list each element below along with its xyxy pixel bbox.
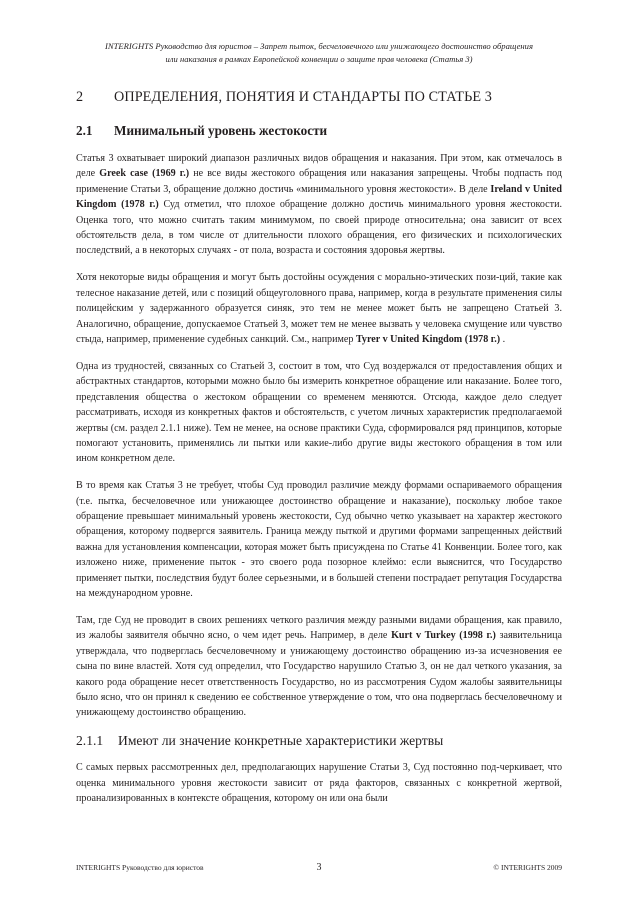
p2-text-c: . <box>500 333 506 345</box>
subsection-number: 2.1 <box>76 123 93 138</box>
paragraph-4: В то время как Статья 3 не требует, чтобы Суд проводил различие между формами оспариваемого обращения (т.е. пытка, бесчеловечное или унижающее достоинство обращение и наказание), поскольку любое такое обращение превышает минимальный уровень жестокости, Суд обычно четко указывает на характер жестокого обращения, которому подвергся заявитель. Граница между пыткой и другими формами запрещенных действий важна для установления компенсации, которая может быть присуждена по Статье 41 Конвенции. Более того, как изложено ниже, применение пыток - это своего рода позорное клеймо: если выяснится, что Государство применяет пытки, последствия будут более серьезными, и в большей степени пострадает репутация Государства на международном уровне. <box>76 480 562 600</box>
paragraph-1 <box>76 151 562 259</box>
p2-text-a: Хотя некоторые виды обращения и могут быть достойны осуждения с морально-этических пози-ций, такие как телесное наказание детей, или с позиций общеуголовного права, например, когда в результате применения силы полицейским у задержанного образуется синяк, это тем не менее может быть не запрещено Статьей 3. Аналогично, обращение, допускаемое Статьей 3, может тем не менее вызвать у человека смущение или чувство стыда, например, применение судебных санкций. См., например <box>76 272 562 345</box>
subsection-heading <box>76 122 562 140</box>
section-number: 2 <box>76 89 84 105</box>
paragraph-6: С самых первых рассмотренных дел, предполагающих нарушение Статьи 3, Суд постоянно под-черкивает, что оценка минимального уровня жестокости зависит от ряда факторов, связанных с конкретной жертвой, проанализированных в контексте обращения, которому он или она были <box>76 762 562 805</box>
header-line-1: INTERIGHTS Руководство для юристов – Запрет пыток, бесчеловечного или унижающего достоинство обращения <box>105 41 533 51</box>
p5-text-c: заявительница утверждала, что подверглась бесчеловечному и унижающему достоинство обращению из-за исчезновения ее сына по вине властей. Хотя суд определил, что Государство нарушило Статью 3, он не дал четкого указания, за какого рода обращение несет ответственность Государство, но из рассмотрения Судом жалобы заявительницы было ясно, что он принял к сведению ее собственное утверждение о том, что она подверглась бесчеловечному и унижающему достоинство обращению. <box>76 630 562 719</box>
case-tyrer: Tyrer v United Kingdom (1978 г.) <box>355 333 501 345</box>
p1-text-c: не все виды жестокого обращения или наказания запрещены. Чтобы подпасть под применение Статьи 3, обращение должно достичь «минимального уровня жестокости». В деле <box>76 168 563 195</box>
subsubsection-heading <box>76 732 562 750</box>
paragraph-5 <box>76 613 562 721</box>
p1-text-a: Статья 3 охватывает широкий диапазон различных видов обращения и наказания. При этом, как отмечалось в деле <box>76 153 562 180</box>
paragraph-3: Одна из трудностей, связанных со Статьей 3, состоит в том, что Суд воздержался от предоставления общих и абстрактных стандартов, которыми можно было бы измерить конкретное обращение или наказание. Более того, представления общества о жестоком обращении со временем меняются. Отсюда, каждое дело следует рассматривать, исходя из конкретных фактов и обстоятельств, с учетом личных характеристик предполагаемой жертвы (см. раздел 2.1.1 ниже). Тем не менее, на основе практики Суда, сформировался ряд принципов, которые помогают установить, применялись ли пытки или какие-либо другие виды жестокого обращения в том или ином конкретном деле. <box>76 360 562 465</box>
case-kurt: Kurt v Turkey (1998 г.) <box>391 630 496 642</box>
page-number: 3 <box>316 862 322 873</box>
subsection-title: Минимальный уровень жестокости <box>114 123 328 138</box>
header-line-2: или наказания в рамках Европейской конвенции о защите прав человека (Статья 3) <box>165 54 473 64</box>
case-greek: Greek case (1969 г.) <box>99 168 190 180</box>
footer-copyright: © INTERIGHTS 2009 <box>493 863 562 872</box>
paragraph-2 <box>76 270 562 347</box>
p1-text-d: Суд отметил, что плохое обращение должно достичь минимального уровня жестокости. Оценка того, что можно считать таким минимумом, по своей природе относительна; она зависит от всех обстоятельств дела, в том числе от длительности плохого обращения, его физических и психологических последствий, а в некоторых случаях - от пола, возраста и состояния здоровья жертвы. <box>76 199 562 257</box>
footer-title: INTERIGHTS Руководство для юристов <box>76 863 204 872</box>
subsubsection-title: Имеют ли значение конкретные характеристики жертвы <box>118 733 444 749</box>
section-title: ОПРЕДЕЛЕНИЯ, ПОНЯТИЯ И СТАНДАРТЫ ПО СТАТЬЕ 3 <box>114 89 492 105</box>
page-content <box>76 88 562 818</box>
section-heading <box>76 88 562 106</box>
page-footer <box>76 861 562 875</box>
running-header <box>40 40 598 66</box>
subsubsection-number: 2.1.1 <box>76 733 104 749</box>
p5-text-a: Там, где Суд не проводит в своих решениях четкого различия между разными видами обращения, как правило, из жалобы заявителя обычно ясно, о чем идет речь. Например, в деле <box>76 614 562 642</box>
case-ireland: Ireland v United Kingdom (1978 г.) <box>76 183 562 211</box>
